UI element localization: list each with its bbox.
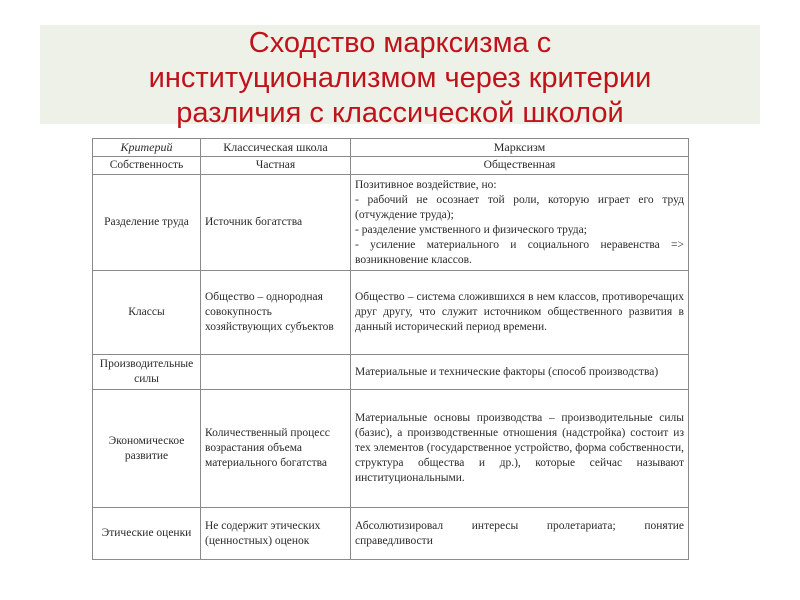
row-classical: Общество – однородная совокупность хозяйствующих субъектов	[201, 271, 351, 355]
row-classical: Источник богатства	[201, 175, 351, 271]
marxism-line: - рабочий не осознает той роли, которую играет его труд (отчуждение труда);	[355, 193, 684, 221]
slide-title	[40, 26, 760, 131]
title-line-1: Сходство марксизма с	[248, 27, 552, 59]
table-row	[93, 271, 689, 355]
header-criterion: Критерий	[93, 139, 201, 157]
row-criterion: Экономическое развитие	[93, 390, 201, 508]
marxism-line: - усиление материального и социального неравенства => возникновение классов.	[355, 238, 684, 266]
marxism-line: Общество – система сложившихся в нем классов, противоречащих друг другу, что служит источником общественного развития в данный исторический период времени.	[355, 291, 684, 333]
marxism-line: Позитивное воздействие, но:	[355, 178, 497, 191]
row-classical	[201, 355, 351, 390]
row-classical: Количественный процесс возрастания объема материального богатства	[201, 390, 351, 508]
table-header-row	[93, 139, 689, 157]
table-row	[93, 157, 689, 175]
marxism-line: Абсолютизировал интересы пролетариата; понятие справедливости	[355, 519, 684, 547]
row-marxism	[351, 157, 689, 175]
marxism-line: - разделение умственного и физического труда;	[355, 223, 587, 236]
row-criterion: Собственность	[93, 157, 201, 175]
row-marxism	[351, 175, 689, 271]
table-row	[93, 508, 689, 560]
table-row	[93, 390, 689, 508]
marxism-line: Материальные основы производства – производительные силы (базис), а производственные отношения (надстройка) состоит из тех элементов (государственное устройство, форма собственности, структура общества и др.), которые сейчас называют институциональными.	[355, 412, 684, 484]
row-criterion: Классы	[93, 271, 201, 355]
row-criterion: Этические оценки	[93, 508, 201, 560]
row-classical: Не содержит этических (ценностных) оценок	[201, 508, 351, 560]
row-criterion: Производительные силы	[93, 355, 201, 390]
row-classical: Частная	[201, 157, 351, 175]
row-marxism	[351, 508, 689, 560]
title-line-2: институционализмом через критерии	[148, 62, 652, 94]
comparison-table	[92, 138, 689, 560]
table-row	[93, 355, 689, 390]
header-marxism: Марксизм	[351, 139, 689, 157]
table-row	[93, 175, 689, 271]
row-criterion: Разделение труда	[93, 175, 201, 271]
row-marxism	[351, 355, 689, 390]
row-marxism	[351, 271, 689, 355]
row-marxism	[351, 390, 689, 508]
title-line-3: различия с классической школой	[176, 97, 624, 129]
header-classical: Классическая школа	[201, 139, 351, 157]
marxism-text: Общественная	[483, 159, 556, 171]
marxism-line: Материальные и технические факторы (способ производства)	[355, 365, 659, 378]
